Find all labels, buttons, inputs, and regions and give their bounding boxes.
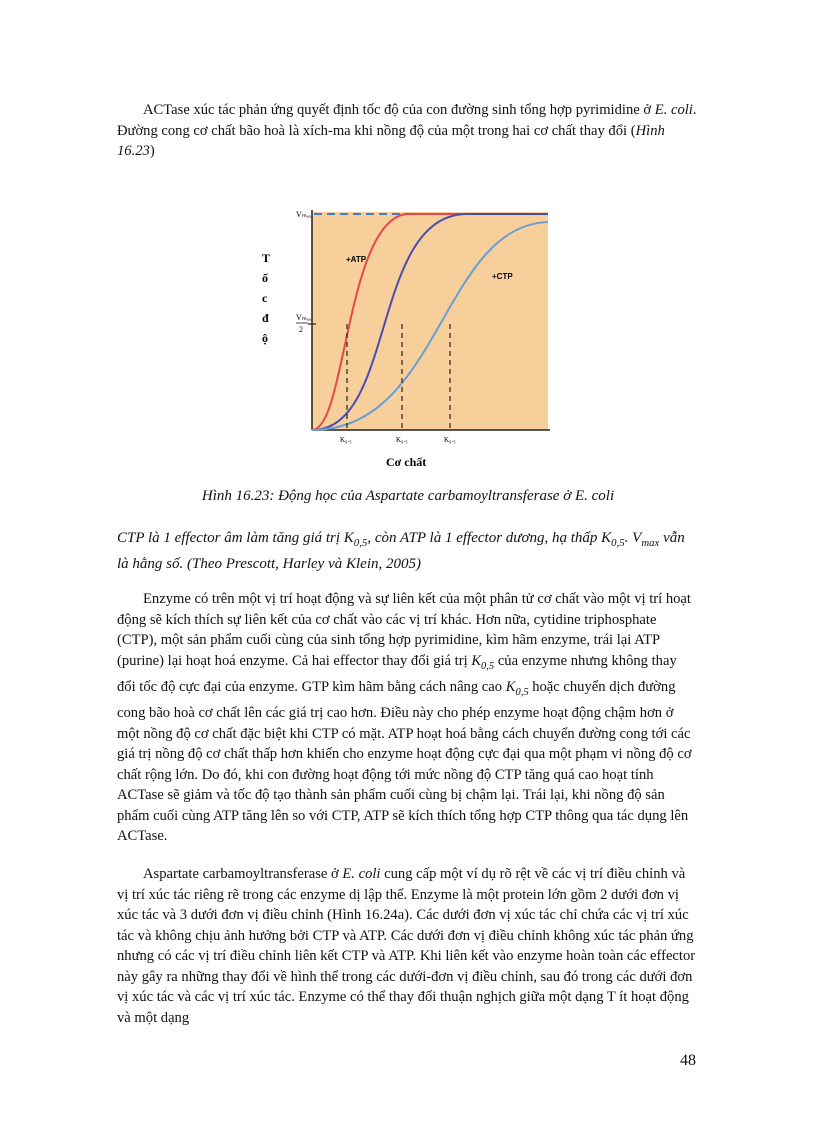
k-label-ctp: K₀.₅ (444, 436, 456, 444)
k-label-none: K₀.₅ (396, 436, 408, 444)
paragraph-actase-structure: Aspartate carbamoyltransferase ở E. coli cung cấp một ví dụ rõ rệt về các vị trí điều chỉnh và vị trí xúc tác riêng rẽ trong các enzyme dị lập thể. Enzyme là một protein lớn gồm 2 dưới đơn vị xúc tác và 3 dưới đơn vị điều chỉnh (Hình 16.24a). Các dưới đơn vị xúc tác chỉ chứa các vị trí xúc tác và không chịu ảnh hưởng bởi CTP và ATP. Các dưới đơn vị điều chỉnh không xúc tác phản ứng nhưng có các vị trí điều chỉnh liên kết CTP và ATP. Khi liên kết vào enzyme hoàn toàn các effector này gây ra những thay đổi về hình thể trong các dưới-đơn vị điều chỉnh, sau đó trong các dưới đơn vị xúc tác và các vị trí xúc tác. Enzyme có thể thay đổi thuận nghịch giữa một dạng T ít hoạt động và một dạng (117, 866, 696, 1026)
y-axis-letter-3: c (262, 291, 268, 305)
y-axis-letter-2: ố (262, 271, 268, 285)
vmax-label: Vₘₐₓ (296, 210, 312, 219)
paragraph-intro: ACTase xúc tác phản ứng quyết định tốc độ của con đường sinh tổng hợp pyrimidine ở E. coli. Đường cong cơ chất bão hoà là xích-ma khi nồng độ của một trong hai cơ chất thay đổi (Hình 16.23) (117, 102, 697, 159)
figure-note: CTP là 1 effector âm làm tăng giá trị $K_{0,5}$, còn ATP là 1 effector dương, hạ thấp $K_{0,5}$. $V_{max}$ vẫn là hằng số. (Theo Prescott, Harley và Klein, 2005) (117, 530, 685, 572)
ctp-curve-label: +CTP (492, 272, 513, 281)
half-vmax-numerator: Vₘₐₓ (296, 313, 312, 322)
k-label-atp: K₀.₅ (340, 436, 352, 444)
y-axis-letter-1: T (262, 251, 271, 265)
kinetics-chart (236, 196, 568, 478)
half-vmax-denominator: 2 (299, 325, 303, 334)
page-number: 48 (680, 1052, 696, 1069)
y-axis-letter-5: ộ (262, 331, 268, 345)
paragraph-allosteric: Enzyme có trên một vị trí hoạt động và sự liên kết của một phân tử cơ chất vào một vị trí hoạt động sẽ kích thích sự liên kết của cơ chất vào các vị trí khác. Hơn nữa, cytidine triphosphate (CTP), một sản phẩm cuối cùng của sinh tổng hợp pyrimidine, kìm hãm enzyme, trái lại ATP (purine) lại hoạt hoá enzyme. Cả hai effector thay đổi giá trị $K_{0,5}$ của enzyme nhưng không thay đổi tốc độ cực đại của enzyme. GTP kìm hãm bằng cách nâng cao $K_{0,5}$ hoặc chuyển dịch đường cong bão hoà cơ chất lên các giá trị cao hơn. Điều này cho phép enzyme hoạt động chậm hơn ở một nồng độ cơ chất đặc biệt khi CTP có mặt. ATP hoạt hoá bằng cách chuyển đường cong tới các giá trị nồng độ cơ chất thấp hơn khiến cho enzyme hoạt động cực đại qua một phạm vi nồng độ cơ chất rộng lớn. Do đó, khi con đường hoạt động tới mức nồng độ CTP tăng quá cao hoạt tính ACTase sẽ giảm và tốc độ tạo thành sản phẩm cuối cùng bị chậm lại. Trái lại, khi nồng độ sản phẩm cuối cùng ATP tăng lên so với CTP, ATP sẽ kích thích tổng hợp CTP thông qua tác dụng lên ACTase. (117, 591, 692, 845)
kinetics-figure (236, 196, 568, 478)
y-axis-letter-4: đ (262, 311, 269, 325)
x-axis-label: Cơ chất (386, 455, 427, 469)
atp-curve-label: +ATP (346, 255, 367, 264)
figure-caption: Hình 16.23: Động học của Aspartate carbamoyltransferase ở E. coli (201, 488, 615, 504)
